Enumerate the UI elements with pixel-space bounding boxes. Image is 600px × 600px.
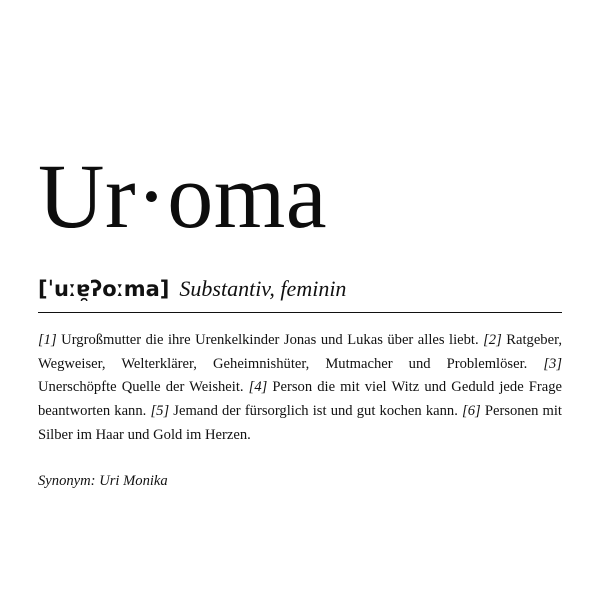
- sense-number: [4]: [248, 379, 273, 396]
- sense-text: Unerschöpfte Quelle der Weisheit.: [38, 379, 249, 396]
- pronunciation-row: [38, 276, 562, 313]
- sense-text: Ratgeber, Wegweiser, Welterklärer, Geheimnishüter, Mutmacher und Problemlöser.: [38, 332, 563, 372]
- pronunciation: [ˈuːɐ̯ʔoːma]: [38, 277, 170, 301]
- sense-text: Urgroßmutter die ihre Urenkelkinder Jonas und Lukas über alles liebt.: [61, 332, 484, 348]
- sense-number: [2]: [483, 332, 507, 348]
- headword: Ur·oma: [38, 145, 328, 247]
- part-of-speech: Substantiv, feminin: [179, 276, 347, 301]
- sense-number: [1]: [38, 332, 62, 348]
- sense-text: Person die mit viel Witz und Geduld jede Frage beantworten kann.: [38, 379, 562, 419]
- sense-number: [5]: [150, 402, 174, 419]
- sense-text: Personen mit Silber im Haar und Gold im Herzen.: [38, 402, 562, 443]
- sense-list: [38, 329, 562, 447]
- sense-number: [6]: [462, 402, 485, 419]
- synonym-line: Synonym: Uri Monika: [38, 473, 168, 490]
- sense-text: Jemand der fürsorglich ist und gut kochen kann.: [173, 402, 463, 419]
- sense-number: [3]: [543, 355, 562, 372]
